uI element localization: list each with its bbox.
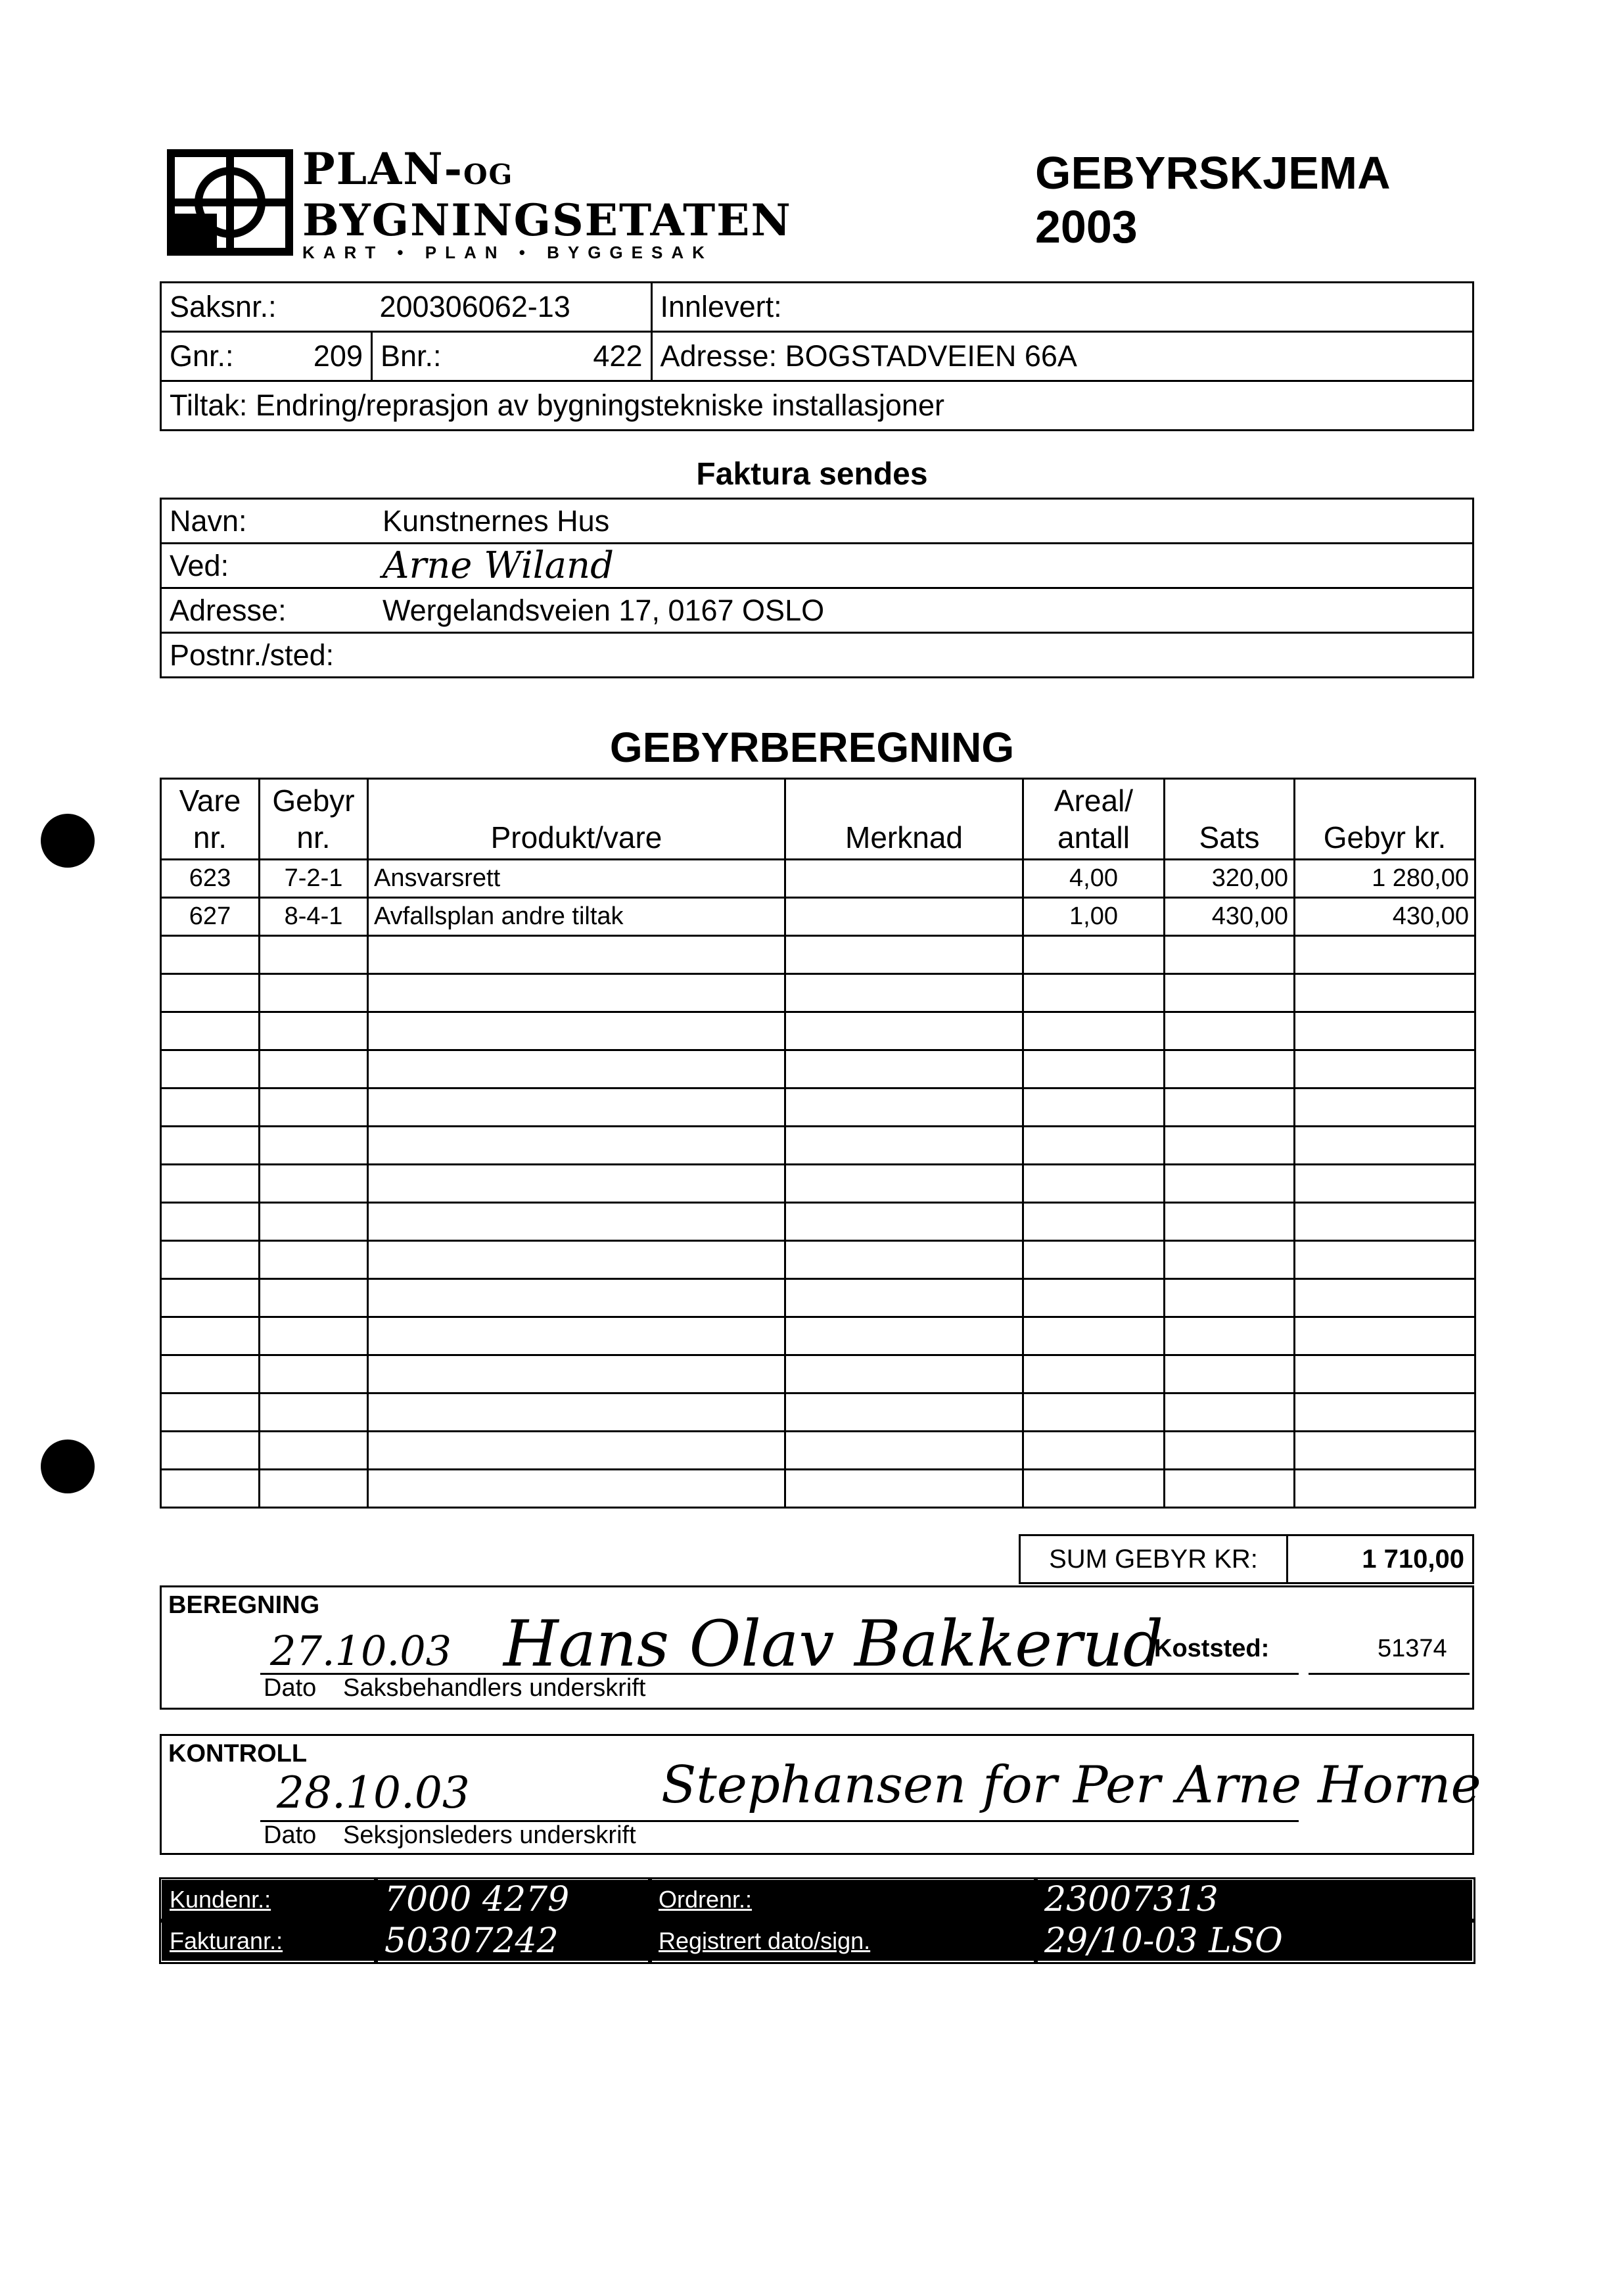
postnr-value bbox=[375, 633, 1473, 678]
cell-vare bbox=[161, 974, 260, 1012]
cell-sats bbox=[1165, 1241, 1295, 1279]
saksbehandler-signature: Hans Olav Bakkerud bbox=[503, 1607, 1164, 1681]
cell-gebyr bbox=[260, 1012, 368, 1050]
cell-gebyr bbox=[260, 1165, 368, 1203]
bnr-label: Bnr.: bbox=[372, 332, 488, 381]
cell-gebyr bbox=[260, 1089, 368, 1127]
ved-signature: Arne Wiland bbox=[375, 544, 1473, 588]
cell-gebyr bbox=[260, 1393, 368, 1432]
cell-gebyr bbox=[260, 1355, 368, 1393]
table-row bbox=[161, 860, 1475, 898]
cell-merknad bbox=[785, 1127, 1023, 1165]
cell-gebyr bbox=[260, 1279, 368, 1317]
table-row bbox=[161, 1127, 1475, 1165]
cell-vare: 627 bbox=[161, 898, 260, 936]
ordrenr-value: 23007313 bbox=[1036, 1879, 1473, 1921]
fakturanr-label bbox=[161, 1921, 376, 1962]
invoice-adresse-value: Wergelandsveien 17, 0167 OSLO bbox=[375, 588, 1473, 633]
org-name-line2: BYGNINGSETATEN bbox=[302, 195, 792, 246]
cell-merknad bbox=[785, 1203, 1023, 1241]
col-header-areal: Areal/ antall bbox=[1023, 779, 1165, 860]
adresse-label: Adresse: bbox=[660, 339, 777, 373]
cell-kr bbox=[1295, 1012, 1475, 1050]
cell-areal bbox=[1023, 1355, 1165, 1393]
cell-merknad bbox=[785, 1432, 1023, 1470]
cell-produkt bbox=[368, 936, 785, 974]
punch-hole-top bbox=[41, 814, 95, 868]
cell-vare: 623 bbox=[161, 860, 260, 898]
table-row bbox=[161, 1393, 1475, 1432]
org-name bbox=[302, 143, 792, 262]
cell-merknad bbox=[785, 1089, 1023, 1127]
cell-vare bbox=[161, 1432, 260, 1470]
sum-value: 1 710,00 bbox=[1288, 1535, 1473, 1583]
org-tagline: KART • PLAN • BYGGESAK bbox=[302, 243, 713, 262]
col-header-merknad: Merknad bbox=[785, 779, 1023, 860]
cell-gebyr: 8-4-1 bbox=[260, 898, 368, 936]
cell-kr bbox=[1295, 1317, 1475, 1355]
cell-vare bbox=[161, 1470, 260, 1508]
cell-sats bbox=[1165, 1432, 1295, 1470]
kundenr-label-text: Kundenr.: bbox=[170, 1886, 271, 1913]
saksnr-value: 200306062-13 bbox=[372, 283, 652, 332]
kundenr-value: 7000 4279 bbox=[376, 1879, 650, 1921]
cell-vare bbox=[161, 1165, 260, 1203]
cell-areal bbox=[1023, 1317, 1165, 1355]
cell-produkt bbox=[368, 1432, 785, 1470]
cell-sats: 320,00 bbox=[1165, 860, 1295, 898]
ordrenr-label-text: Ordrenr.: bbox=[659, 1886, 753, 1913]
cell-vare bbox=[161, 1317, 260, 1355]
tiltak-field bbox=[161, 381, 1473, 431]
table-row bbox=[161, 1241, 1475, 1279]
cell-areal bbox=[1023, 1165, 1165, 1203]
table-row bbox=[161, 1355, 1475, 1393]
cell-gebyr: 7-2-1 bbox=[260, 860, 368, 898]
kundenr-label bbox=[161, 1879, 376, 1921]
cell-merknad bbox=[785, 1393, 1023, 1432]
document-title bbox=[1035, 146, 1391, 254]
cell-produkt bbox=[368, 1241, 785, 1279]
document-title-line1: GEBYRSKJEMA bbox=[1035, 147, 1391, 199]
cell-merknad bbox=[785, 1355, 1023, 1393]
cell-gebyr bbox=[260, 974, 368, 1012]
punch-hole-bottom bbox=[41, 1440, 95, 1493]
cell-areal bbox=[1023, 1127, 1165, 1165]
invoice-table bbox=[160, 498, 1474, 678]
cell-kr bbox=[1295, 1393, 1475, 1432]
col-header-vare: Vare nr. bbox=[161, 779, 260, 860]
cell-produkt bbox=[368, 1470, 785, 1508]
kontroll-sign-caption: Seksjonsleders underskrift bbox=[343, 1821, 636, 1849]
seksjonsleder-signature: Stephansen for Per Arne Horne bbox=[661, 1756, 1481, 1815]
cell-areal bbox=[1023, 1012, 1165, 1050]
cell-sats bbox=[1165, 1089, 1295, 1127]
cell-areal bbox=[1023, 974, 1165, 1012]
cell-vare bbox=[161, 1393, 260, 1432]
cell-merknad bbox=[785, 1241, 1023, 1279]
fakturanr-label-text: Fakturanr.: bbox=[170, 1927, 283, 1954]
kontroll-box bbox=[160, 1734, 1481, 1855]
cell-kr bbox=[1295, 1089, 1475, 1127]
cell-gebyr bbox=[260, 1432, 368, 1470]
cell-produkt bbox=[368, 1203, 785, 1241]
kontroll-date: 28.10.03 bbox=[277, 1768, 470, 1818]
cell-kr bbox=[1295, 936, 1475, 974]
cell-kr bbox=[1295, 1203, 1475, 1241]
cell-gebyr bbox=[260, 936, 368, 974]
tiltak-label: Tiltak: bbox=[170, 388, 248, 422]
cell-areal bbox=[1023, 1050, 1165, 1089]
cell-merknad bbox=[785, 1470, 1023, 1508]
gnr-label: Gnr.: bbox=[161, 332, 290, 381]
navn-value: Kunstnernes Hus bbox=[375, 499, 1473, 544]
ordrenr-label bbox=[650, 1879, 1036, 1921]
table-row bbox=[161, 1050, 1475, 1089]
table-row bbox=[161, 1470, 1475, 1508]
cell-areal bbox=[1023, 1393, 1165, 1432]
cell-sats bbox=[1165, 1127, 1295, 1165]
invoice-adresse-label: Adresse: bbox=[161, 588, 375, 633]
cell-areal bbox=[1023, 936, 1165, 974]
fees-table bbox=[160, 778, 1476, 1509]
cell-gebyr bbox=[260, 1470, 368, 1508]
cell-vare bbox=[161, 1050, 260, 1089]
cell-sats bbox=[1165, 1470, 1295, 1508]
beregning-box bbox=[160, 1585, 1474, 1710]
cell-gebyr bbox=[260, 1241, 368, 1279]
innlevert-label: Innlevert: bbox=[660, 290, 782, 323]
cell-produkt bbox=[368, 1355, 785, 1393]
cell-sats bbox=[1165, 1165, 1295, 1203]
tiltak-value: Endring/reprasjon av bygningstekniske installasjoner bbox=[255, 388, 944, 422]
gebyrberegning-title: GEBYRBEREGNING bbox=[609, 724, 1015, 771]
adresse-field bbox=[651, 332, 1473, 381]
bnr-value: 422 bbox=[488, 332, 651, 381]
org-name-line1: PLAN- bbox=[302, 143, 463, 195]
navn-label: Navn: bbox=[161, 499, 375, 544]
cell-sats bbox=[1165, 1203, 1295, 1241]
cell-sats bbox=[1165, 936, 1295, 974]
kontroll-label: KONTROLL bbox=[168, 1740, 308, 1768]
table-row bbox=[161, 1279, 1475, 1317]
table-row bbox=[161, 1317, 1475, 1355]
cell-sats bbox=[1165, 1012, 1295, 1050]
postnr-label: Postnr./sted: bbox=[161, 633, 375, 678]
cell-areal: 1,00 bbox=[1023, 898, 1165, 936]
registrert-label-text: Registrert dato/sign. bbox=[659, 1927, 871, 1954]
cell-areal bbox=[1023, 1203, 1165, 1241]
cell-sats bbox=[1165, 1355, 1295, 1393]
org-logo-icon bbox=[164, 148, 296, 260]
cell-produkt bbox=[368, 1050, 785, 1089]
gnr-value: 209 bbox=[289, 332, 372, 381]
cell-vare bbox=[161, 1279, 260, 1317]
sum-label: SUM GEBYR KR: bbox=[1020, 1535, 1288, 1583]
cell-merknad bbox=[785, 1050, 1023, 1089]
cell-gebyr bbox=[260, 1203, 368, 1241]
table-row bbox=[161, 974, 1475, 1012]
cell-sats bbox=[1165, 1393, 1295, 1432]
ved-label: Ved: bbox=[161, 544, 375, 588]
org-name-og: OG bbox=[463, 158, 514, 191]
cell-produkt bbox=[368, 1317, 785, 1355]
cell-areal bbox=[1023, 1470, 1165, 1508]
cell-produkt bbox=[368, 1127, 785, 1165]
table-row bbox=[161, 1432, 1475, 1470]
cell-kr bbox=[1295, 1470, 1475, 1508]
beregning-label: BEREGNING bbox=[168, 1591, 320, 1619]
cell-produkt bbox=[368, 1012, 785, 1050]
cell-kr bbox=[1295, 974, 1475, 1012]
cell-vare bbox=[161, 1127, 260, 1165]
faktura-title: Faktura sendes bbox=[696, 457, 928, 492]
registration-table bbox=[160, 1878, 1474, 1963]
table-row bbox=[161, 1012, 1475, 1050]
beregning-date: 27.10.03 bbox=[270, 1627, 452, 1675]
table-row bbox=[161, 898, 1475, 936]
cell-kr bbox=[1295, 1279, 1475, 1317]
cell-areal bbox=[1023, 1089, 1165, 1127]
sum-table bbox=[1019, 1534, 1474, 1584]
cell-kr bbox=[1295, 1355, 1475, 1393]
col-header-kr: Gebyr kr. bbox=[1295, 779, 1475, 860]
table-row bbox=[161, 1165, 1475, 1203]
fakturanr-value: 50307242 bbox=[376, 1921, 650, 1962]
cell-produkt bbox=[368, 974, 785, 1012]
cell-merknad bbox=[785, 898, 1023, 936]
cell-gebyr bbox=[260, 1317, 368, 1355]
case-info-table bbox=[160, 281, 1474, 431]
cell-merknad bbox=[785, 860, 1023, 898]
cell-kr bbox=[1295, 1241, 1475, 1279]
cell-kr bbox=[1295, 1165, 1475, 1203]
cell-sats bbox=[1165, 974, 1295, 1012]
cell-vare bbox=[161, 1203, 260, 1241]
cell-kr bbox=[1295, 1432, 1475, 1470]
col-header-gebyr: Gebyr nr. bbox=[260, 779, 368, 860]
cell-kr bbox=[1295, 1050, 1475, 1089]
cell-gebyr bbox=[260, 1127, 368, 1165]
kontroll-dato-caption: Dato bbox=[264, 1821, 317, 1849]
cell-merknad bbox=[785, 1165, 1023, 1203]
cell-areal bbox=[1023, 1279, 1165, 1317]
cell-produkt: Avfallsplan andre tiltak bbox=[368, 898, 785, 936]
cell-kr: 430,00 bbox=[1295, 898, 1475, 936]
cell-sats bbox=[1165, 1279, 1295, 1317]
cell-areal: 4,00 bbox=[1023, 860, 1165, 898]
cell-kr: 1 280,00 bbox=[1295, 860, 1475, 898]
col-header-sats: Sats bbox=[1165, 779, 1295, 860]
cell-produkt: Ansvarsrett bbox=[368, 860, 785, 898]
cell-merknad bbox=[785, 1317, 1023, 1355]
cell-produkt bbox=[368, 1089, 785, 1127]
cell-vare bbox=[161, 1355, 260, 1393]
registrert-value: 29/10-03 LSO bbox=[1036, 1921, 1473, 1962]
cell-merknad bbox=[785, 1279, 1023, 1317]
adresse-value: BOGSTADVEIEN 66A bbox=[785, 339, 1077, 373]
cell-vare bbox=[161, 1012, 260, 1050]
document-year: 2003 bbox=[1035, 201, 1138, 252]
cell-merknad bbox=[785, 974, 1023, 1012]
col-header-produkt: Produkt/vare bbox=[368, 779, 785, 860]
cell-sats: 430,00 bbox=[1165, 898, 1295, 936]
cell-merknad bbox=[785, 936, 1023, 974]
cell-areal bbox=[1023, 1432, 1165, 1470]
cell-vare bbox=[161, 936, 260, 974]
cell-sats bbox=[1165, 1050, 1295, 1089]
koststed-label: Koststed: bbox=[1154, 1635, 1270, 1662]
cell-produkt bbox=[368, 1279, 785, 1317]
cell-areal bbox=[1023, 1241, 1165, 1279]
cell-produkt bbox=[368, 1393, 785, 1432]
cell-vare bbox=[161, 1089, 260, 1127]
cell-sats bbox=[1165, 1317, 1295, 1355]
saksnr-label: Saksnr.: bbox=[161, 283, 372, 332]
table-row bbox=[161, 1089, 1475, 1127]
cell-produkt bbox=[368, 1165, 785, 1203]
cell-kr bbox=[1295, 1127, 1475, 1165]
cell-merknad bbox=[785, 1012, 1023, 1050]
table-row bbox=[161, 936, 1475, 974]
cell-gebyr bbox=[260, 1050, 368, 1089]
koststed-value: 51374 bbox=[1378, 1635, 1447, 1662]
beregning-sign-caption: Saksbehandlers underskrift bbox=[343, 1674, 646, 1702]
cell-vare bbox=[161, 1241, 260, 1279]
beregning-dato-caption: Dato bbox=[264, 1674, 317, 1702]
table-row bbox=[161, 1203, 1475, 1241]
innlevert-field bbox=[651, 283, 1473, 332]
registrert-label bbox=[650, 1921, 1036, 1962]
